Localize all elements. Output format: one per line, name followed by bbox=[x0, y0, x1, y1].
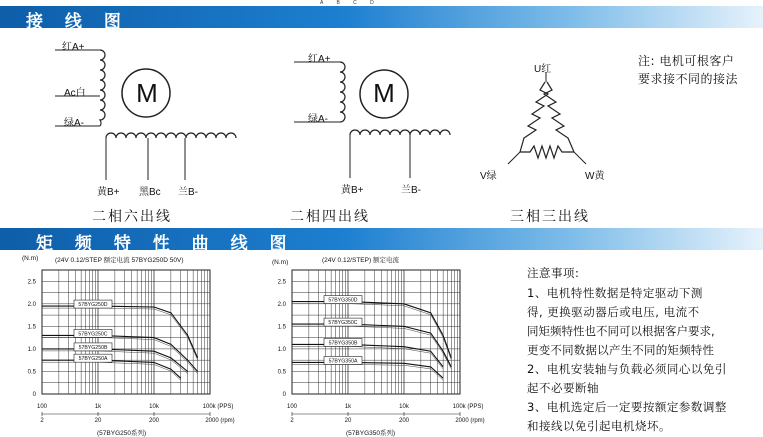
three-label-v: V绿 bbox=[480, 171, 497, 182]
x-tick-label-rpm: 2000 (rpm) bbox=[455, 418, 485, 424]
three-wire-w bbox=[574, 152, 586, 164]
wiring-six-svg bbox=[0, 30, 250, 200]
wiring-three-svg bbox=[490, 70, 610, 170]
notes-title: 注意事项: bbox=[527, 266, 580, 280]
y-tick-label: 1.0 bbox=[27, 346, 36, 353]
chart2-series-caption: (57BYG350系列) bbox=[346, 430, 396, 437]
x-tick-label-pps: 10k bbox=[399, 404, 409, 410]
six-label-b-center: 黑Bc bbox=[139, 187, 161, 198]
six-label-b-minus: 兰B- bbox=[178, 187, 198, 198]
notes-line-4: 更变不同数据以产生不同的矩频特性 bbox=[527, 343, 715, 357]
three-label-u: U红 bbox=[534, 64, 552, 75]
y-tick-label: 1.0 bbox=[277, 346, 286, 353]
series-label: 57BYG250B bbox=[78, 344, 108, 351]
notes-line-5: 2、电机安装轴与负载必须同心以免引 bbox=[527, 362, 727, 376]
x-tick-label-rpm: 200 bbox=[398, 418, 410, 424]
notes-line-1: 1、电机特性数据是特定驱动下测 bbox=[527, 286, 703, 300]
torque-banner-title: 矩 频 特 性 曲 线 图 bbox=[36, 234, 295, 254]
wiring-four-svg bbox=[280, 30, 460, 200]
wiring-banner bbox=[0, 6, 763, 32]
chart2-ylabel: (N.m) bbox=[272, 259, 289, 266]
x-tick-label-rpm: 2 bbox=[40, 418, 44, 424]
three-label-w: W黄 bbox=[585, 171, 605, 182]
wiring-note-line-2: 要求接不同的接法 bbox=[638, 72, 739, 86]
y-tick-label: 2.5 bbox=[27, 279, 36, 286]
y-tick-label: 2.5 bbox=[277, 279, 286, 286]
wiring-banner-title: 接 线 图 bbox=[26, 12, 129, 32]
x-tick-label-pps: 100 bbox=[286, 404, 298, 410]
y-tick-label: 0.5 bbox=[277, 369, 286, 376]
six-caption: 二相六出线 bbox=[92, 209, 172, 225]
x-tick-label-pps: 100 bbox=[36, 404, 48, 410]
three-coil-right bbox=[544, 82, 574, 152]
x-tick-label-pps: 100k (PPS) bbox=[452, 404, 484, 410]
six-coil-b bbox=[106, 133, 236, 138]
plot-frame bbox=[292, 270, 460, 394]
x-tick-label-rpm: 2 bbox=[290, 418, 294, 424]
x-tick-label-pps: 10k bbox=[149, 404, 159, 410]
wiring-note-line-1: 注: 电机可根客户 bbox=[638, 54, 735, 68]
notes-line-2: 得, 更换驱动器后或电压, 电流不 bbox=[527, 305, 700, 319]
four-label-a-plus: 红A+ bbox=[308, 54, 331, 65]
six-label-a-plus: 红A+ bbox=[62, 42, 85, 53]
three-coil-bottom bbox=[520, 146, 574, 158]
series-label: 57BYG250A bbox=[78, 356, 108, 363]
series-label: 57BYG350C bbox=[328, 320, 358, 327]
y-tick-label: 1.5 bbox=[27, 324, 36, 331]
y-tick-label: 2.0 bbox=[277, 301, 286, 308]
y-tick-label: 1.5 bbox=[277, 324, 286, 331]
x-tick-label-rpm: 20 bbox=[344, 418, 352, 424]
chart1-ylabel: (N.m) bbox=[22, 255, 39, 262]
four-coil-b bbox=[350, 130, 450, 135]
four-label-b-plus: 黄B+ bbox=[341, 185, 364, 196]
chart1-header: (24V 0.12/STEP 额定电流 57BYG250D 50V) bbox=[55, 257, 184, 264]
six-label-a-center: Ac白 bbox=[64, 88, 86, 99]
six-motor-letter: M bbox=[136, 78, 158, 108]
three-coil-left bbox=[520, 82, 548, 152]
series-label: 57BYG250D bbox=[78, 302, 108, 309]
x-tick-label-pps: 1k bbox=[344, 404, 352, 410]
six-coil-a bbox=[100, 50, 105, 126]
y-tick-label: 0.5 bbox=[27, 369, 36, 376]
three-caption: 三相三出线 bbox=[510, 209, 590, 225]
chart2-svg bbox=[250, 262, 510, 437]
series-label: 57BYG350A bbox=[328, 358, 358, 365]
x-tick-label-pps: 1k bbox=[94, 404, 102, 410]
series-label: 57BYG350B bbox=[328, 340, 358, 347]
x-tick-label-rpm: 2000 (rpm) bbox=[205, 418, 235, 424]
notes-line-8: 和接线以免引起电机烧坏。 bbox=[527, 419, 671, 433]
six-label-a-minus: 绿A- bbox=[64, 118, 84, 129]
top-fragment-text: A B C D bbox=[320, 0, 380, 6]
notes-line-6: 起不必要断轴 bbox=[527, 381, 599, 395]
notes-line-3: 同矩频特性也不同可以根据客户要求, bbox=[527, 324, 715, 338]
chart1-series-caption: (57BYG250系列) bbox=[97, 430, 147, 437]
notes-line-7: 3、电机选定后一定要按额定参数调整 bbox=[527, 400, 727, 414]
six-label-b-plus: 黄B+ bbox=[97, 187, 120, 198]
four-coil-a bbox=[340, 62, 345, 122]
four-label-b-minus: 兰B- bbox=[401, 185, 421, 196]
four-caption: 二相四出线 bbox=[290, 209, 370, 225]
y-tick-label: 0 bbox=[282, 392, 286, 398]
series-label: 57BYG250C bbox=[78, 331, 108, 338]
four-motor-letter: M bbox=[373, 78, 395, 108]
three-wire-v bbox=[508, 152, 520, 164]
y-tick-label: 2.0 bbox=[27, 301, 36, 308]
x-tick-label-rpm: 200 bbox=[148, 418, 160, 424]
four-label-a-minus: 绿A- bbox=[308, 114, 328, 125]
series-label: 57BYG350D bbox=[328, 297, 358, 304]
x-tick-label-pps: 100k (PPS) bbox=[202, 404, 234, 410]
torque-banner bbox=[0, 228, 763, 254]
y-tick-label: 0 bbox=[32, 392, 36, 398]
chart1-svg bbox=[0, 262, 260, 437]
chart2-header: (24V 0.12/STEP) 额定电流 bbox=[322, 257, 399, 264]
x-tick-label-rpm: 20 bbox=[94, 418, 102, 424]
